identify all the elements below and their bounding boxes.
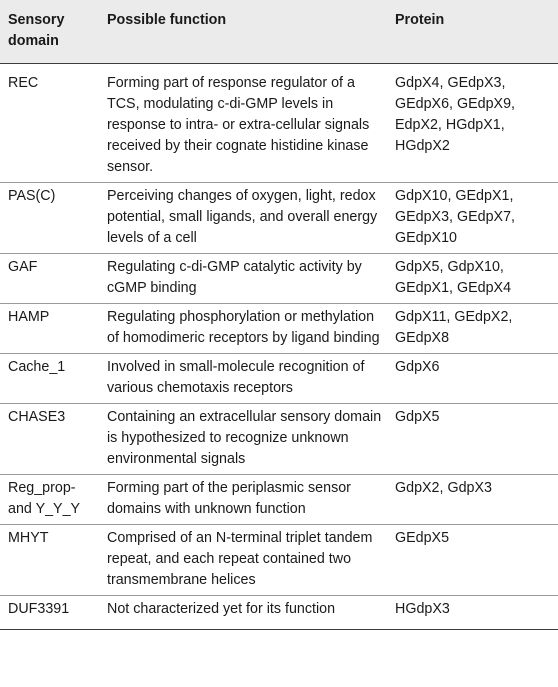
table-row [0, 183, 558, 254]
cell-protein: GdpX11, GEdpX2, GEdpX8 [392, 304, 558, 354]
cell-domain: DUF3391 [0, 596, 104, 630]
header-row [0, 0, 558, 64]
cell-function: Forming part of the periplasmic sensor domains with unknown function [104, 475, 392, 525]
cell-protein: GdpX6 [392, 354, 558, 404]
header-possible-function: Possible function [104, 0, 392, 64]
cell-domain: Cache_1 [0, 354, 104, 404]
cell-domain: GAF [0, 254, 104, 304]
cell-domain: PAS(C) [0, 183, 104, 254]
cell-function: Regulating c-di-GMP catalytic activity by cGMP binding [104, 254, 392, 304]
cell-protein: GEdpX5 [392, 525, 558, 596]
cell-domain: HAMP [0, 304, 104, 354]
cell-protein: GdpX5, GdpX10, GEdpX1, GEdpX4 [392, 254, 558, 304]
cell-domain: REC [0, 64, 104, 183]
cell-protein: GdpX5 [392, 404, 558, 475]
table-row [0, 525, 558, 596]
table-row [0, 354, 558, 404]
cell-domain: MHYT [0, 525, 104, 596]
cell-function: Regulating phosphorylation or methylation of homodimeric receptors by ligand binding [104, 304, 392, 354]
table-row [0, 304, 558, 354]
cell-function: Not characterized yet for its function [104, 596, 392, 630]
table-header [0, 0, 558, 64]
table-row [0, 596, 558, 630]
cell-function: Involved in small-molecule recognition of various chemotaxis receptors [104, 354, 392, 404]
table-row [0, 404, 558, 475]
table-row [0, 64, 558, 183]
table-body [0, 64, 558, 630]
table-row [0, 475, 558, 525]
cell-protein: GdpX10, GEdpX1, GEdpX3, GEdpX7, GEdpX10 [392, 183, 558, 254]
cell-protein: GdpX4, GEdpX3, GEdpX6, GEdpX9, EdpX2, HGdpX1, HGdpX2 [392, 64, 558, 183]
cell-function: Comprised of an N-terminal triplet tandem repeat, and each repeat contained two transmembrane helices [104, 525, 392, 596]
cell-function: Perceiving changes of oxygen, light, redox potential, small ligands, and overall energy levels of a cell [104, 183, 392, 254]
header-protein: Protein [392, 0, 558, 64]
cell-protein: GdpX2, GdpX3 [392, 475, 558, 525]
cell-protein: HGdpX3 [392, 596, 558, 630]
cell-function: Forming part of response regulator of a TCS, modulating c-di-GMP levels in response to intra- or extra-cellular signals received by their cognate histidine kinase sensor. [104, 64, 392, 183]
cell-domain: Reg_prop- and Y_Y_Y [0, 475, 104, 525]
cell-function: Containing an extracellular sensory domain is hypothesized to recognize unknown environmental signals [104, 404, 392, 475]
header-sensory-domain: Sensory domain [0, 0, 104, 64]
cell-domain: CHASE3 [0, 404, 104, 475]
table-row [0, 254, 558, 304]
